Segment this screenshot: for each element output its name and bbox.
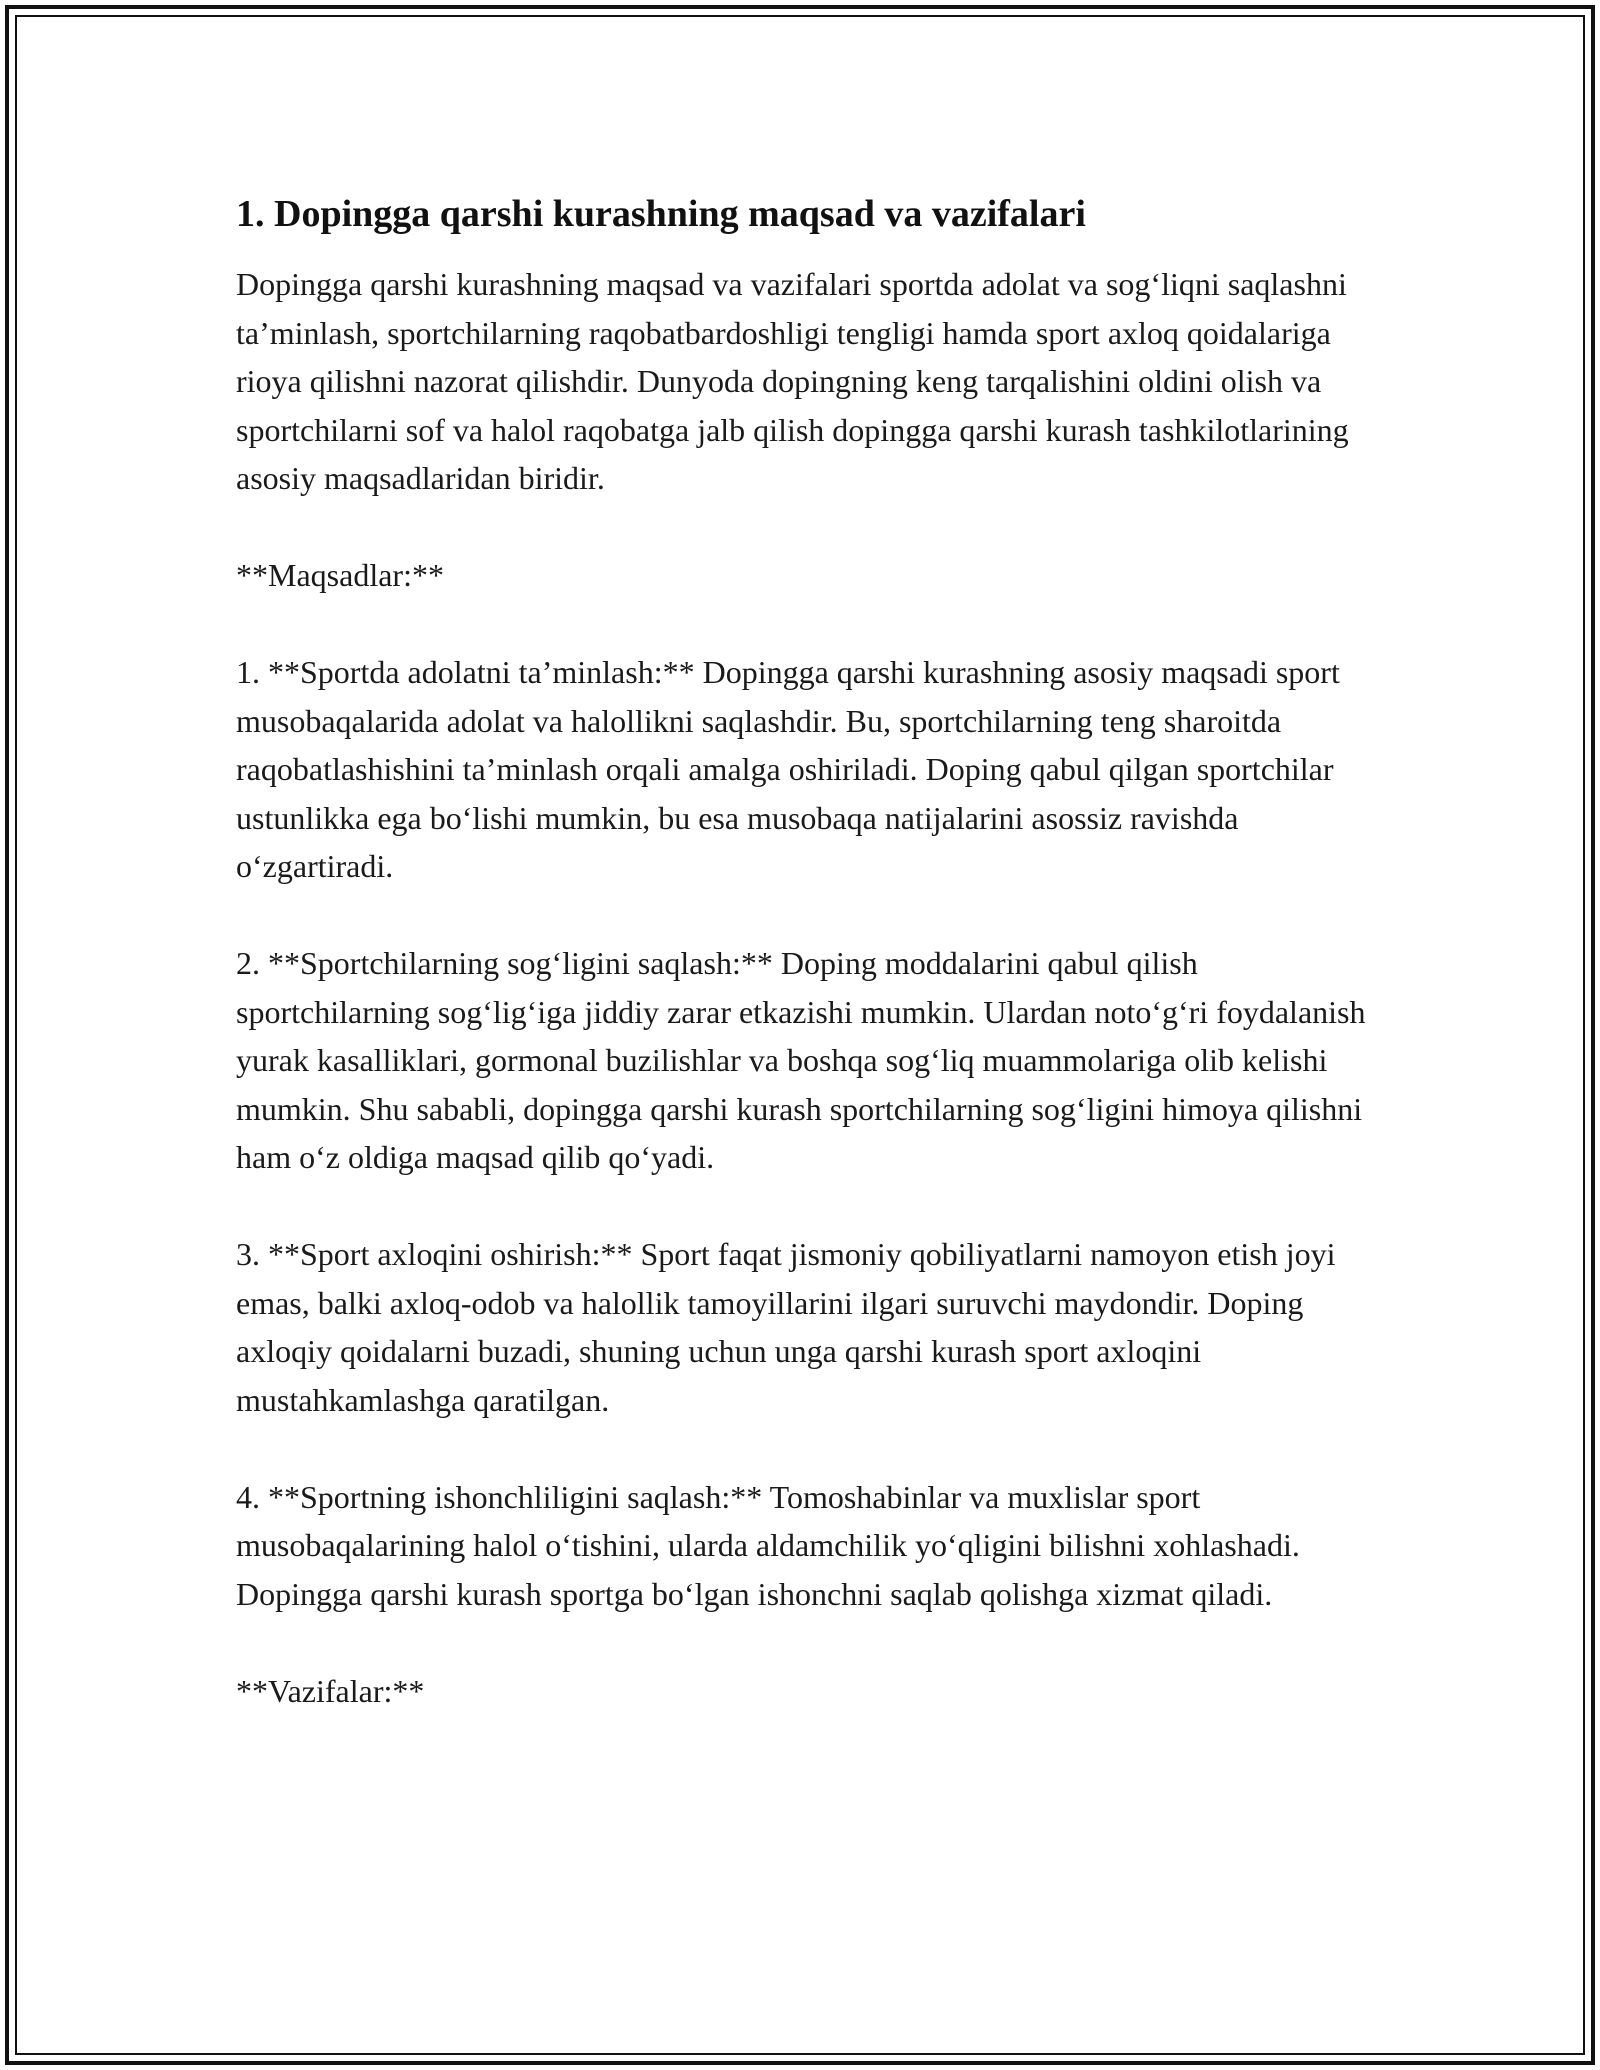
tasks-heading: **Vazifalar:** [236, 1672, 425, 1709]
intro-paragraph: Dopingga qarshi kurashning maqsad va vazifalari sportda adolat va sog‘liqni saqlashni ta’minlash, sportchilarning raqobatbardoshligi tengligi hamda sport axloq qoidalariga rioya qilishni nazorat qilishdir. Dunyoda dopingning keng tarqalishini oldini olish va sportchilarni sof va halol raqobatga jalb qilish dopingga qarshi kurash tashkilotlarining asosiy maqsadlaridan biridir. [236, 266, 1349, 496]
goals-heading: **Maqsadlar:** [236, 557, 444, 593]
goal-item-1: 1. **Sportda adolatni ta’minlash:** Dopingga qarshi kurashning asosiy maqsadi sport musobaqalarida adolat va halollikni saqlashdir. Bu, sportchilarning teng sharoitda raqobatlashishini ta’minlash orqali amalga oshiriladi. Doping qabul qilgan sportchilar ustunlikka ega bo‘lishi mumkin, bu esa musobaqa natijalarini asossiz ravishda o‘zgartiradi. [236, 654, 1340, 884]
goal-item-2: 2. **Sportchilarning sog‘ligini saqlash:** Doping moddalarini qabul qilish sportchilarning sog‘lig‘iga jiddiy zarar etkazishi mumkin. Ulardan noto‘g‘ri foydalanish yurak kasalliklari, gormonal buzilishlar va boshqa sog‘liq muammolariga olib kelishi mumkin. Shu sababli, dopingga qarshi kurash sportchilarning sog‘ligini himoya qilishni ham o‘z oldiga maqsad qilib qo‘yadi. [236, 945, 1366, 1175]
goal-item-3: 3. **Sport axloqini oshirish:** Sport faqat jismoniy qobiliyatlarni namoyon etish joyi emas, balki axloq-odob va halollik tamoyillarini ilgari suruvchi maydondir. Doping axloqiy qoidalarni buzadi, shuning uchun unga qarshi kurash sport axloqini mustahkamlashga qaratilgan. [236, 1236, 1336, 1418]
document-title: 1. Dopingga qarshi kurashning maqsad va vazifalari [236, 193, 1086, 235]
goal-item-4: 4. **Sportning ishonchliligini saqlash:** Tomoshabinlar va muxlislar sport musobaqalarining halol o‘tishini, ularda aldamchilik yo‘qligini bilishni xohlashadi. Dopingga qarshi kurash sportga bo‘lgan ishonchni saqlab qolishga xizmat qiladi. [236, 1478, 1300, 1612]
document-body [236, 188, 1376, 1715]
